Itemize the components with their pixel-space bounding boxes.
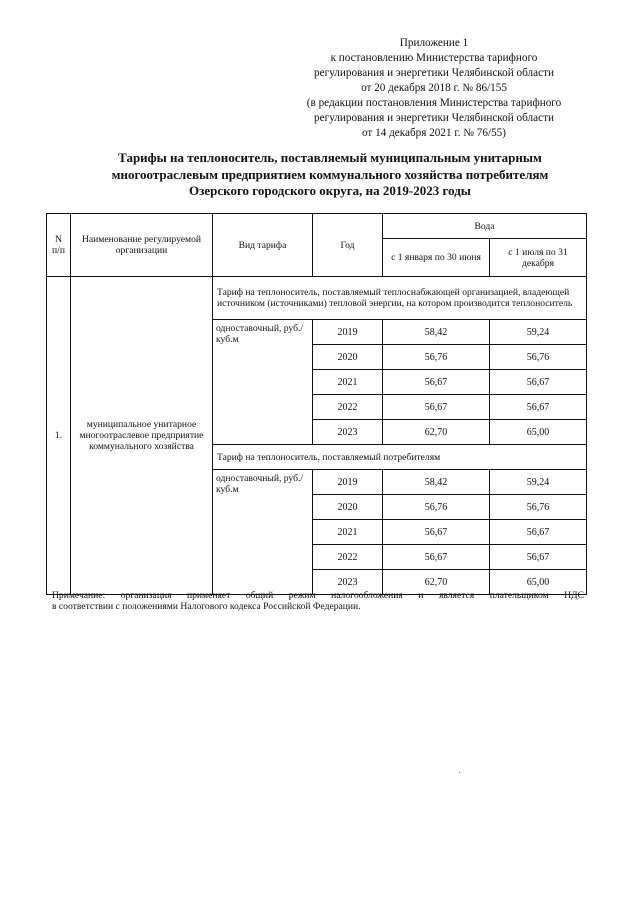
tariff-value-h2: 56,76 (490, 495, 587, 520)
tariff-value-h2: 56,67 (490, 395, 587, 420)
header-period-2: с 1 июля по 31 декабря (490, 239, 587, 277)
tariff-value-h1: 56,76 (383, 345, 490, 370)
header-water: Вода (383, 214, 587, 239)
tariff-value-h1: 58,42 (383, 320, 490, 345)
tariff-value-h2: 59,24 (490, 320, 587, 345)
year-cell: 2019 (313, 470, 383, 495)
header-organization: Наименование регулируемой организации (71, 214, 213, 277)
appendix-header (270, 36, 598, 141)
appendix-line: регулирования и энергетики Челябинской области (314, 112, 554, 124)
appendix-line: от 20 декабря 2018 г. № 86/155 (361, 82, 507, 94)
header-period-1: с 1 января по 30 июня (383, 239, 490, 277)
title-line: многоотраслевым предприятием коммунального хозяйства потребителям (111, 166, 549, 182)
year-cell: 2021 (313, 370, 383, 395)
section-title: Тариф на теплоноситель, поставляемый теплоснабжающей организацией, владеющей источником (источниками) тепловой энергии, на котором производится теплоноситель (213, 277, 587, 320)
tariff-type-cell: одноставочный, руб./ куб.м (213, 470, 313, 595)
appendix-line: от 14 декабря 2021 г. № 76/55) (361, 127, 506, 139)
tariff-value-h2: 56,67 (490, 520, 587, 545)
year-cell: 2023 (313, 420, 383, 445)
year-cell: 2020 (313, 345, 383, 370)
tariff-value-h1: 58,42 (383, 470, 490, 495)
tariff-value-h2: 59,24 (490, 470, 587, 495)
year-cell: 2019 (313, 320, 383, 345)
document-title (60, 150, 600, 200)
section-title: Тариф на теплоноситель, поставляемый потребителям (213, 445, 587, 470)
tariff-value-h1: 56,67 (383, 520, 490, 545)
tariff-value-h1: 56,67 (383, 545, 490, 570)
tariff-value-h2: 56,67 (490, 545, 587, 570)
title-line: Тарифы на теплоноситель, поставляемый муниципальным унитарным (118, 150, 542, 165)
tariff-table (46, 213, 587, 595)
title-line: Озерского городского округа, на 2019-2023 годы (189, 183, 471, 198)
footnote-line: в соответствии с положениями Налогового кодекса Российской Федерации. (52, 601, 361, 612)
year-cell: 2021 (313, 520, 383, 545)
tariff-value-h1: 56,76 (383, 495, 490, 520)
year-cell: 2023 (313, 570, 383, 595)
appendix-line: к постановлению Министерства тарифного (330, 52, 538, 64)
tariff-value-h2: 56,76 (490, 345, 587, 370)
footnote (52, 590, 584, 612)
year-cell: 2022 (313, 395, 383, 420)
tariff-value-h2: 56,67 (490, 370, 587, 395)
tariff-type-cell: одноставочный, руб./ куб.м (213, 320, 313, 445)
year-cell: 2020 (313, 495, 383, 520)
year-cell: 2022 (313, 545, 383, 570)
row-number-cell: 1. (47, 277, 71, 595)
tariff-value-h1: 62,70 (383, 570, 490, 595)
tariff-value-h1: 56,67 (383, 370, 490, 395)
header-tariff-type: Вид тарифа (213, 214, 313, 277)
organization-cell: муниципальное унитарное многоотраслевое предприятие коммунального хозяйства (71, 277, 213, 595)
appendix-line: (в редакции постановления Министерства тарифного (306, 97, 562, 109)
appendix-line: регулирования и энергетики Челябинской области (314, 67, 554, 79)
header-number: N п/п (47, 214, 71, 277)
footnote-line: Примечание: организация применяет общий режим налогообложения и является плательщиком НДС (52, 590, 584, 601)
appendix-line: Приложение 1 (399, 37, 469, 49)
tariff-value-h1: 62,70 (383, 420, 490, 445)
tariff-value-h2: 65,00 (490, 570, 587, 595)
tariff-value-h2: 65,00 (490, 420, 587, 445)
scan-speck (459, 772, 460, 773)
header-year: Год (313, 214, 383, 277)
tariff-value-h1: 56,67 (383, 395, 490, 420)
